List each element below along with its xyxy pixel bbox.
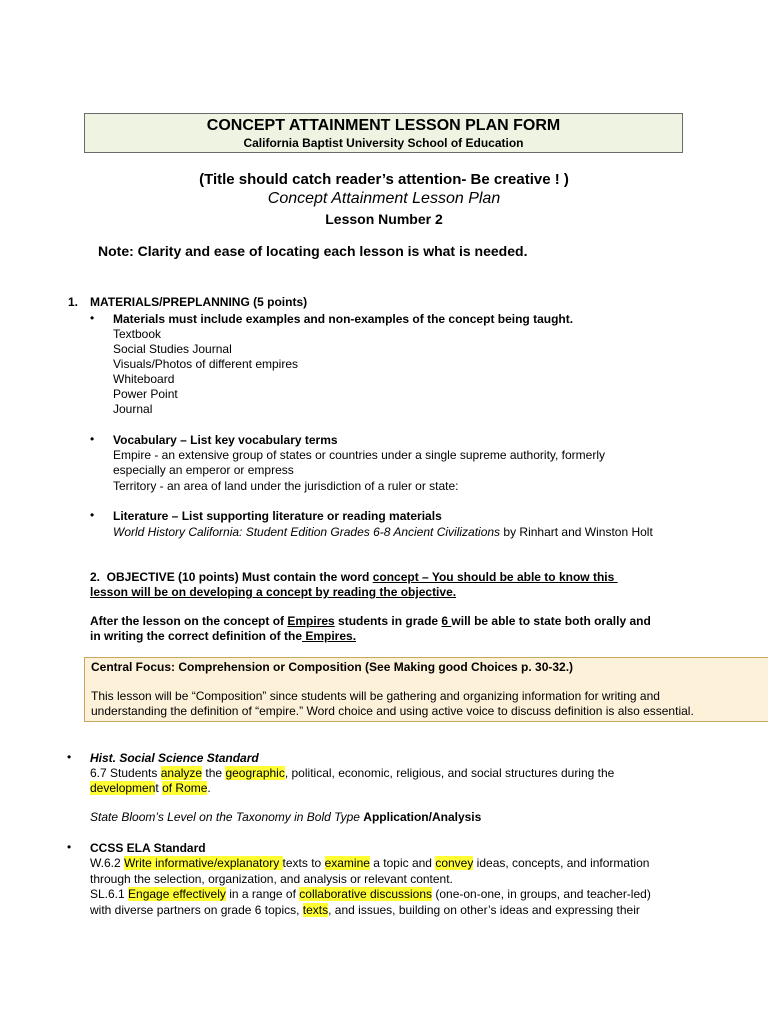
list-item: Whiteboard (113, 372, 175, 386)
lesson-number: Lesson Number 2 (325, 211, 443, 227)
form-header (84, 113, 683, 153)
book-title: World History California: Student Edition Grades 6-8 Ancient Civilizations (113, 525, 501, 539)
central-focus-box (84, 657, 768, 722)
list-item: Visuals/Photos of different empires (113, 357, 298, 371)
vocabulary-heading: Vocabulary – List key vocabulary terms (113, 433, 338, 447)
ccss-heading: CCSS ELA Standard (90, 841, 206, 855)
highlighted-term: convey (435, 856, 474, 870)
objective-text: will be able to state both orally and (451, 614, 651, 628)
central-focus-heading: Central Focus: Comprehension or Composition (See Making good Choices p. 30-32.) (91, 660, 574, 674)
highlighted-term: collaborative discussions (299, 887, 433, 901)
hss-text: . (207, 781, 211, 795)
highlighted-term: texts (302, 903, 329, 917)
note: Note: Clarity and ease of locating each lesson is what is needed. (98, 243, 528, 259)
ccss-line (90, 856, 649, 871)
hss-text: t (155, 781, 163, 795)
bullet-icon: • (90, 508, 95, 522)
ccss-text: in a range of (225, 887, 300, 901)
materials-list (113, 327, 298, 417)
book-authors: by Rinhart and Winston Holt (500, 525, 653, 539)
list-item: Social Studies Journal (113, 342, 232, 356)
hss-line (90, 766, 614, 781)
ccss-text: with diverse partners on grade 6 topics, (90, 903, 303, 917)
form-title: CONCEPT ATTAINMENT LESSON PLAN FORM (206, 117, 561, 134)
objective-empires: Empires (287, 614, 335, 628)
ccss-text: W.6.2 (90, 856, 125, 870)
bloom-label: State Bloom’s Level on the Taxonomy in Bold Type (90, 810, 364, 824)
literature-entry (113, 525, 653, 540)
bloom-value: Application/Analysis (363, 810, 482, 824)
ccss-text: texts to (282, 856, 325, 870)
central-focus-line: This lesson will be “Composition” since students will be gathering and organizing information for writing and (91, 689, 660, 703)
highlighted-term: developmen (90, 781, 156, 795)
vocabulary-line: Empire - an extensive group of states or countries under a single supreme authority, formerly (113, 448, 606, 462)
vocabulary-line: especially an emperor or empress (113, 463, 294, 477)
highlighted-term: of Rome (162, 781, 208, 795)
ccss-line: through the selection, organization, and analysis or relevant content. (90, 872, 453, 886)
bullet-icon: • (67, 840, 72, 854)
lesson-title: Concept Attainment Lesson Plan (267, 190, 501, 207)
hss-heading: Hist. Social Science Standard (90, 751, 259, 765)
objective-statement (90, 614, 651, 629)
highlighted-term: analyze (160, 766, 203, 780)
bloom-line (90, 810, 481, 825)
literature-heading: Literature – List supporting literature or reading materials (113, 509, 442, 523)
hss-text: the (202, 766, 226, 780)
materials-bullet-heading: Materials must include examples and non-examples of the concept being taught. (113, 312, 574, 326)
bullet-icon: • (67, 750, 72, 764)
ccss-text: ideas, concepts, and information (473, 856, 650, 870)
objective-text: After the lesson on the concept of (90, 614, 288, 628)
ccss-line (90, 903, 640, 918)
ccss-text: , and issues, building on other’s ideas and expressing their (328, 903, 640, 917)
objective-line (90, 570, 618, 585)
hss-text: , political, economic, religious, and social structures during the (284, 766, 615, 780)
list-item: Textbook (113, 327, 162, 341)
objective-text: students in grade (334, 614, 442, 628)
objective-text: in writing the correct definition of the (90, 629, 302, 643)
objective-prefix: 2. OBJECTIVE (10 points) Must contain the word (90, 570, 373, 584)
objective-underlined: concept – You should be able to know this (372, 570, 618, 584)
list-item: Power Point (113, 387, 178, 401)
highlighted-term: Engage effectively (128, 887, 226, 901)
list-item: Journal (113, 402, 153, 416)
objective-statement (90, 629, 356, 644)
objective-empires: Empires. (302, 629, 357, 643)
highlighted-term: examine (324, 856, 370, 870)
ccss-text: a topic and (369, 856, 436, 870)
bullet-icon: • (90, 311, 95, 325)
title-hint: (Title should catch reader’s attention- Be creative ! ) (199, 171, 569, 188)
ccss-line (90, 887, 651, 902)
highlighted-term: geographic (225, 766, 285, 780)
materials-heading: MATERIALS/PREPLANNING (5 points) (90, 295, 308, 309)
highlighted-term: Write informative/explanatory (124, 856, 283, 870)
hss-line (90, 781, 211, 796)
ccss-text: (one-on-one, in groups, and teacher-led) (432, 887, 651, 901)
bullet-icon: • (90, 432, 95, 446)
central-focus-line: understanding the definition of “empire.” Word choice and using active voice to discuss definition is also essential. (91, 704, 694, 718)
form-subtitle: California Baptist University School of Education (243, 136, 524, 150)
objective-grade: 6 (441, 614, 452, 628)
materials-number: 1. (68, 295, 79, 309)
objective-line: lesson will be on developing a concept by reading the objective. (90, 585, 457, 599)
hss-text: 6.7 Students (90, 766, 161, 780)
vocabulary-line: Territory - an area of land under the jurisdiction of a ruler or state: (113, 479, 459, 493)
ccss-text: SL.6.1 (90, 887, 129, 901)
